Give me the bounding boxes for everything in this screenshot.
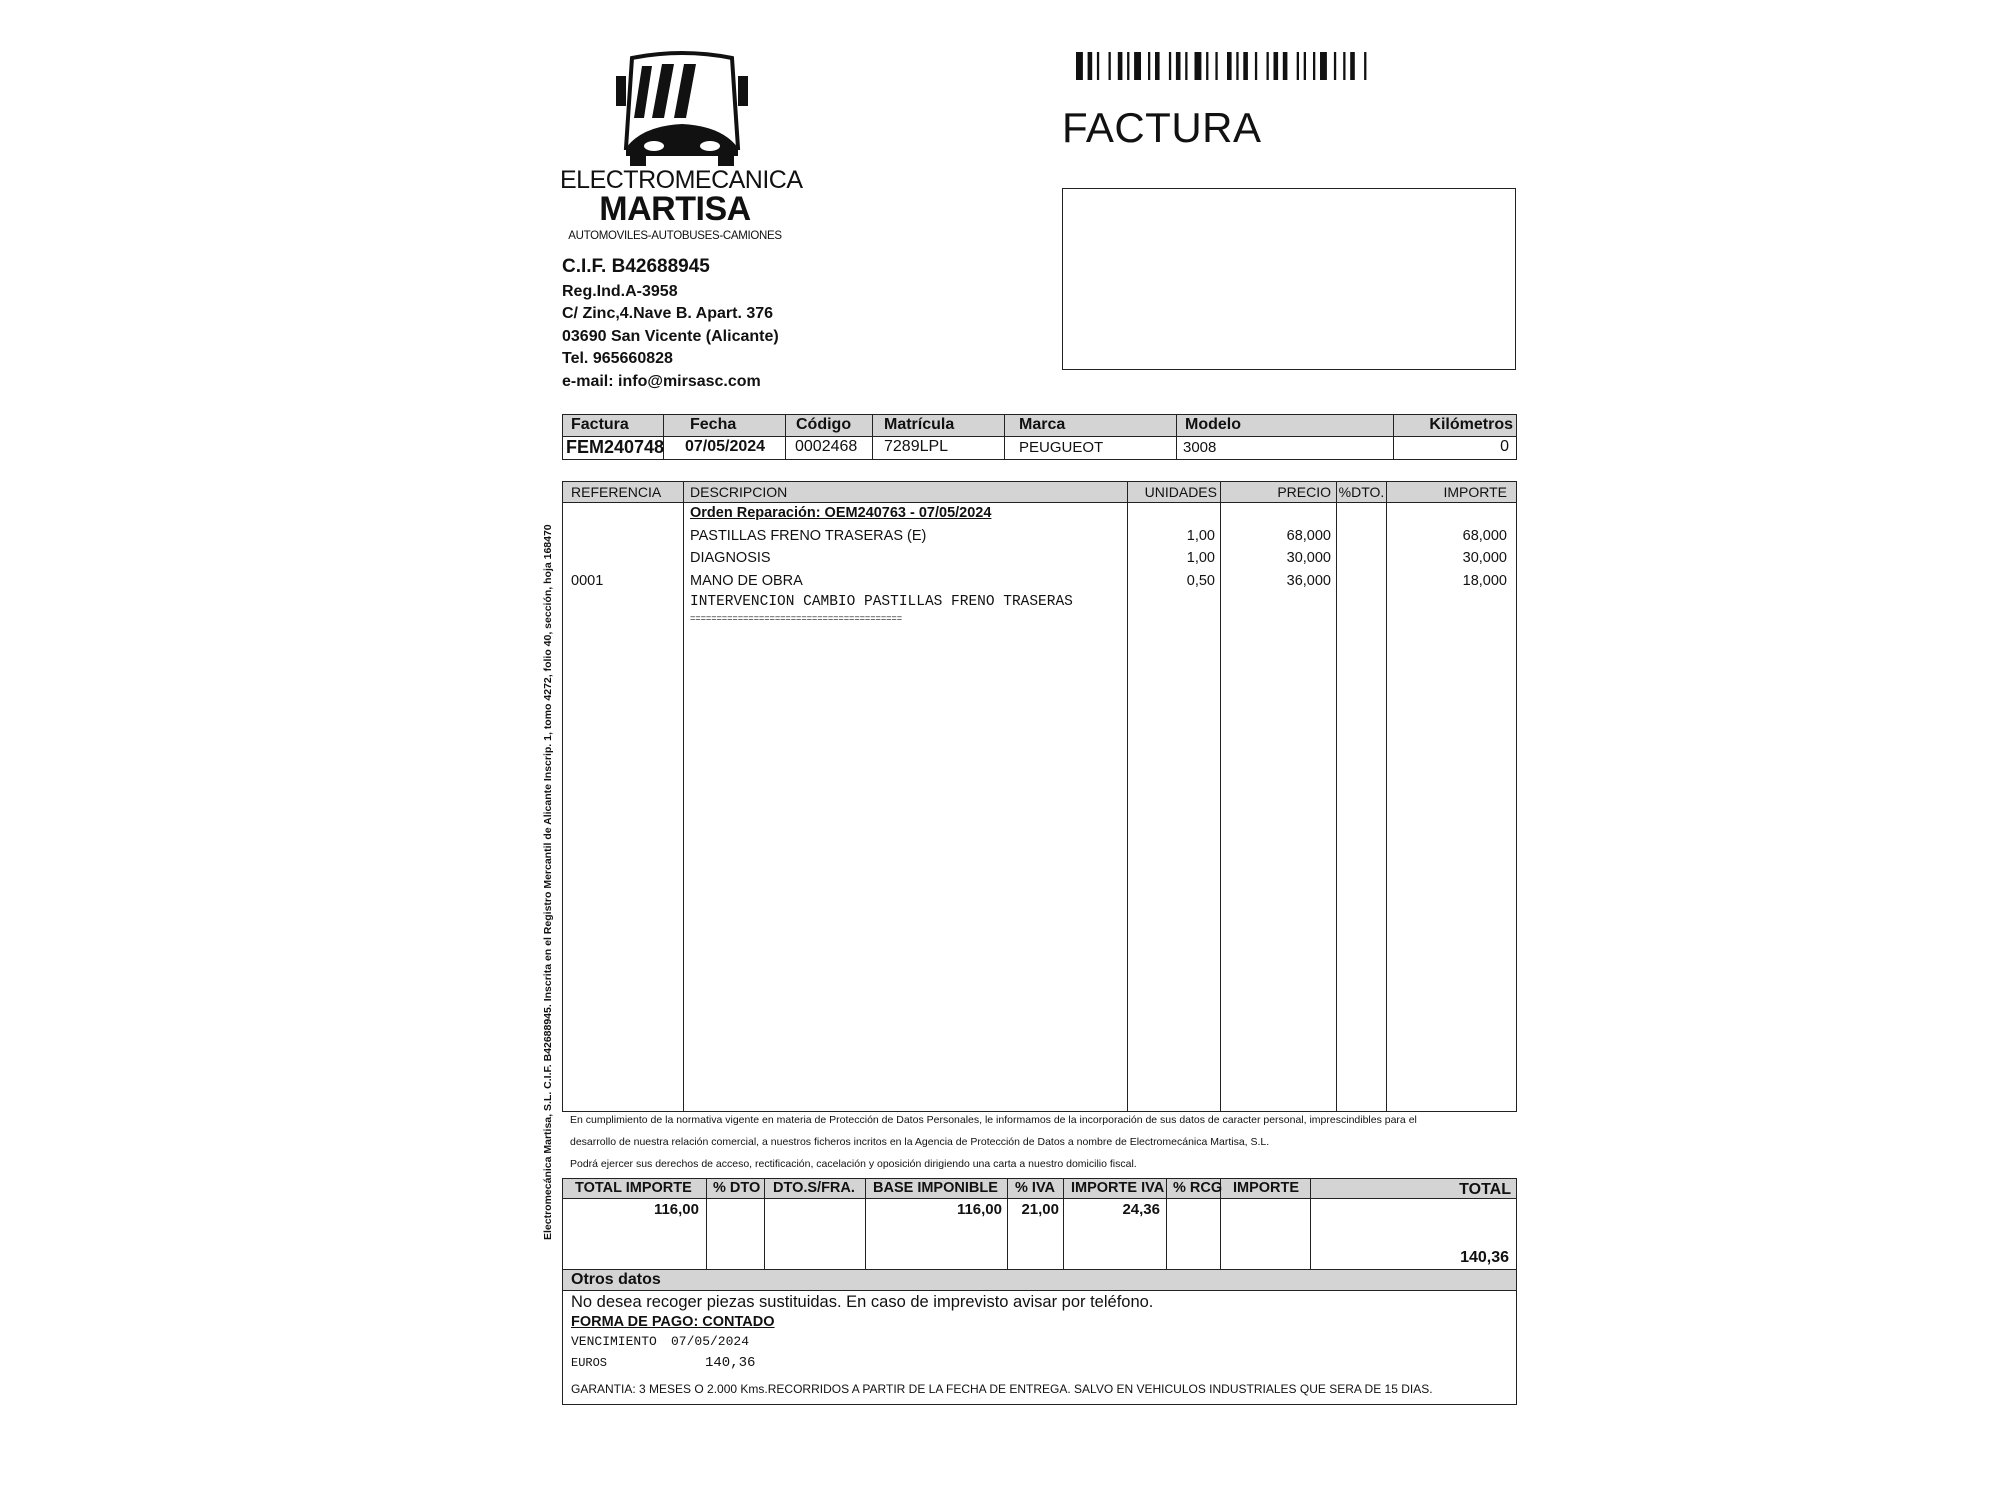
col-header-unidades: UNIDADES — [1144, 484, 1217, 500]
repair-order-line: Orden Reparación: OEM240763 - 07/05/2024 — [690, 505, 992, 521]
company-name-line1: ELECTROMECANICA — [560, 166, 803, 194]
other-data-box — [562, 1269, 1517, 1405]
header-label-fecha: Fecha — [690, 416, 737, 433]
company-phone: Tel. 965660828 — [562, 350, 673, 367]
due-label: VENCIMIENTO — [571, 1334, 657, 1349]
side-legal-text: Electromecánica Martisa, S.L. C.I.F. B42688945. Inscrita en el Registro Mercantil de Alicante Inscrip. 1, tomo 4272, folio 40, sección, hoja 168470 — [542, 524, 554, 1240]
col-header-importe: IMPORTE — [1443, 484, 1507, 500]
privacy-line3: Podrá ejercer sus derechos de acceso, rectificación, cacelación y oposición dirigiendo una carta a nuestro domicilio fiscal. — [570, 1158, 1137, 1170]
invoice-date: 07/05/2024 — [685, 438, 766, 455]
totals-label-total-importe: TOTAL IMPORTE — [575, 1180, 692, 1196]
totals-importe-iva: 24,36 — [1122, 1201, 1160, 1218]
other-data-note: No desea recoger piezas sustituidas. En caso de imprevisto avisar por teléfono. — [571, 1293, 1154, 1311]
intervention-note: INTERVENCION CAMBIO PASTILLAS FRENO TRASERAS — [690, 594, 1073, 610]
item-desc: MANO DE OBRA — [690, 573, 803, 589]
company-logo-icon — [612, 48, 752, 168]
due-date: 07/05/2024 — [671, 1334, 750, 1349]
totals-iva-rate: 21,00 — [1021, 1201, 1059, 1218]
items-table — [562, 481, 1517, 1112]
totals-table — [562, 1178, 1517, 1271]
currency-label: EUROS — [571, 1356, 608, 1370]
barcode-icon — [1076, 52, 1486, 82]
company-tagline: AUTOMOVILES-AUTOBUSES-CAMIONES — [568, 230, 782, 242]
header-label-codigo: Código — [796, 416, 852, 433]
item-price: 68,000 — [1286, 528, 1331, 544]
privacy-line1: En cumplimiento de la normativa vigente en materia de Protección de Datos Personales, le informamos de la incorporación de sus datos de caracter personal, imprescindibles para el — [570, 1114, 1417, 1126]
company-email: e-mail: info@mirsasc.com — [562, 373, 761, 390]
company-address1: C/ Zinc,4.Nave B. Apart. 376 — [562, 305, 774, 322]
totals-label-importe: IMPORTE — [1233, 1180, 1300, 1196]
item-desc: DIAGNOSIS — [690, 550, 771, 566]
document-title: FACTURA — [1062, 104, 1262, 151]
col-header-descripcion: DESCRIPCION — [690, 484, 788, 500]
company-address2: 03690 San Vicente (Alicante) — [562, 328, 779, 345]
vehicle-plate: 7289LPL — [884, 438, 949, 455]
header-label-modelo: Modelo — [1185, 416, 1241, 433]
vehicle-brand: PEUGUEOT — [1019, 439, 1104, 456]
item-amount: 68,000 — [1462, 528, 1507, 544]
item-units: 0,50 — [1186, 573, 1215, 589]
item-ref: 0001 — [571, 573, 604, 589]
totals-label-dto: % DTO — [713, 1180, 761, 1196]
item-amount: 30,000 — [1462, 550, 1507, 566]
totals-label-importe-iva: IMPORTE IVA — [1071, 1180, 1165, 1196]
header-label-kilometros: Kilómetros — [1429, 416, 1513, 433]
company-name-line2: MARTISA — [599, 190, 751, 228]
client-code: 0002468 — [795, 438, 858, 455]
company-cif: C.I.F. B42688945 — [562, 256, 710, 277]
invoice-number: FEM240748 — [566, 437, 665, 457]
col-header-referencia: REFERENCIA — [571, 484, 662, 500]
separator-line: ======================================== — [690, 614, 903, 624]
header-label-matricula: Matrícula — [884, 416, 955, 433]
col-header-dto: %DTO. — [1338, 484, 1385, 500]
currency-amount: 140,36 — [705, 1355, 756, 1371]
item-price: 36,000 — [1286, 573, 1331, 589]
item-desc: PASTILLAS FRENO TRASERAS (E) — [690, 528, 927, 544]
totals-label-total: TOTAL — [1459, 1181, 1511, 1198]
totals-total-importe: 116,00 — [653, 1201, 699, 1218]
header-label-factura: Factura — [571, 416, 629, 433]
vehicle-model: 3008 — [1183, 439, 1217, 456]
totals-label-rcg: % RCG — [1173, 1180, 1223, 1196]
item-price: 30,000 — [1286, 550, 1331, 566]
item-amount: 18,000 — [1462, 573, 1507, 589]
totals-grand-total: 140,36 — [1460, 1249, 1509, 1266]
client-address-box — [1062, 188, 1516, 370]
totals-base-imponible: 116,00 — [956, 1201, 1002, 1218]
totals-label-dto-fra: DTO.S/FRA. — [773, 1180, 855, 1196]
item-units: 1,00 — [1186, 528, 1215, 544]
totals-label-iva: % IVA — [1015, 1180, 1056, 1196]
header-table — [562, 414, 1517, 460]
col-header-precio: PRECIO — [1277, 484, 1331, 500]
warranty-text: GARANTIA: 3 MESES O 2.000 Kms.RECORRIDOS A PARTIR DE LA FECHA DE ENTREGA. SALVO EN VEHICULOS INDUSTRIALES QUE SERA DE 15 DIAS. — [571, 1382, 1433, 1396]
item-units: 1,00 — [1186, 550, 1215, 566]
header-label-marca: Marca — [1019, 416, 1066, 433]
company-reg: Reg.Ind.A-3958 — [562, 283, 678, 300]
payment-method: FORMA DE PAGO: CONTADO — [571, 1314, 775, 1330]
vehicle-km: 0 — [1500, 438, 1509, 455]
totals-label-base: BASE IMPONIBLE — [873, 1180, 998, 1196]
privacy-line2: desarrollo de nuestra relación comercial, a nuestros ficheros incritos en la Agencia de Protección de Datos a nombre de Electromecánica Martisa, S.L. — [570, 1136, 1270, 1148]
other-data-title: Otros datos — [571, 1271, 661, 1288]
